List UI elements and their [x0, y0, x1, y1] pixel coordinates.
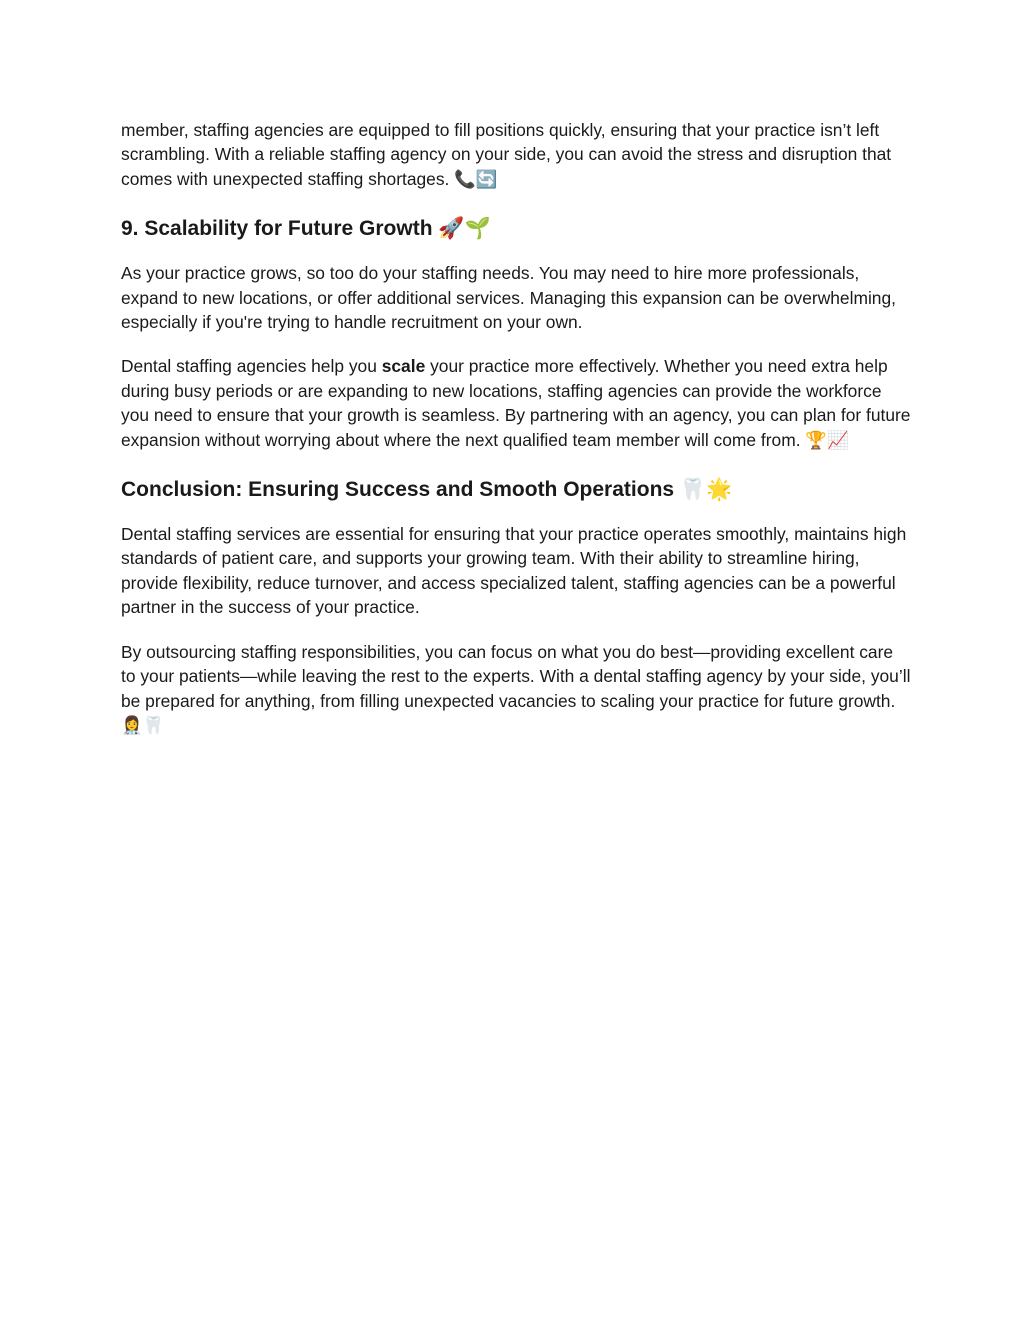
scale-bold-term: scale — [381, 356, 426, 377]
scalability-heading — [121, 214, 911, 243]
conclusion-p2-text: By outsourcing staffing responsibilities, you can focus on what you do best—providing excellent care to your patients—while leaving the rest to the experts. With a dental staffing agency by your side, you’ll be prepared for anything, from filling unexpected vacancies to scaling your practice for future growth. — [121, 641, 911, 711]
trophy-chart-emoji-icon: 🏆📈 — [805, 430, 849, 451]
scalability-paragraph-2 — [121, 354, 911, 453]
document-page — [121, 118, 911, 738]
health-worker-tooth-emoji-icon: 👩‍⚕️🦷 — [121, 715, 165, 736]
conclusion-paragraph-2 — [121, 640, 911, 739]
rocket-seedling-emoji-icon: 🚀🌱 — [438, 216, 491, 241]
scalability-heading-text: 9. Scalability for Future Growth — [121, 217, 439, 241]
conclusion-paragraph-1: Dental staffing services are essential for ensuring that your practice operates smoothly, maintains high standards of patient care, and supports your growing team. With their ability to streamline hiring, provide flexibility, reduce turnover, and access specialized talent, staffing agencies can be a powerful partner in the success of your practice. — [121, 524, 907, 618]
tooth-star-emoji-icon: 🦷🌟 — [679, 477, 733, 502]
intro-paragraph — [121, 118, 911, 192]
scalability-p2-after: your practice more effectively. Whether you need extra help during busy periods or are expanding to new locations, staffing agencies can provide the workforce you need to ensure that your growth is seamless. By partnering with an agency, you can plan for future expansion without worrying about where the next qualified team member will come from. — [121, 356, 911, 450]
scalability-paragraph-1: As your practice grows, so too do your staffing needs. You may need to hire more professionals, expand to new locations, or offer additional services. Managing this expansion can be overwhelming, especially if you're trying to handle recruitment on your own. — [121, 263, 896, 333]
phone-refresh-emoji-icon: 📞🔄 — [454, 169, 498, 190]
conclusion-heading-text: Conclusion: Ensuring Success and Smooth Operations — [121, 478, 680, 502]
scalability-p2-before: Dental staffing agencies help you — [121, 356, 382, 377]
conclusion-heading — [121, 475, 911, 504]
intro-text: member, staffing agencies are equipped to fill positions quickly, ensuring that your practice isn’t left scrambling. With a reliable staffing agency on your side, you can avoid the stress and disruption that comes with unexpected staffing shortages. — [121, 120, 892, 189]
